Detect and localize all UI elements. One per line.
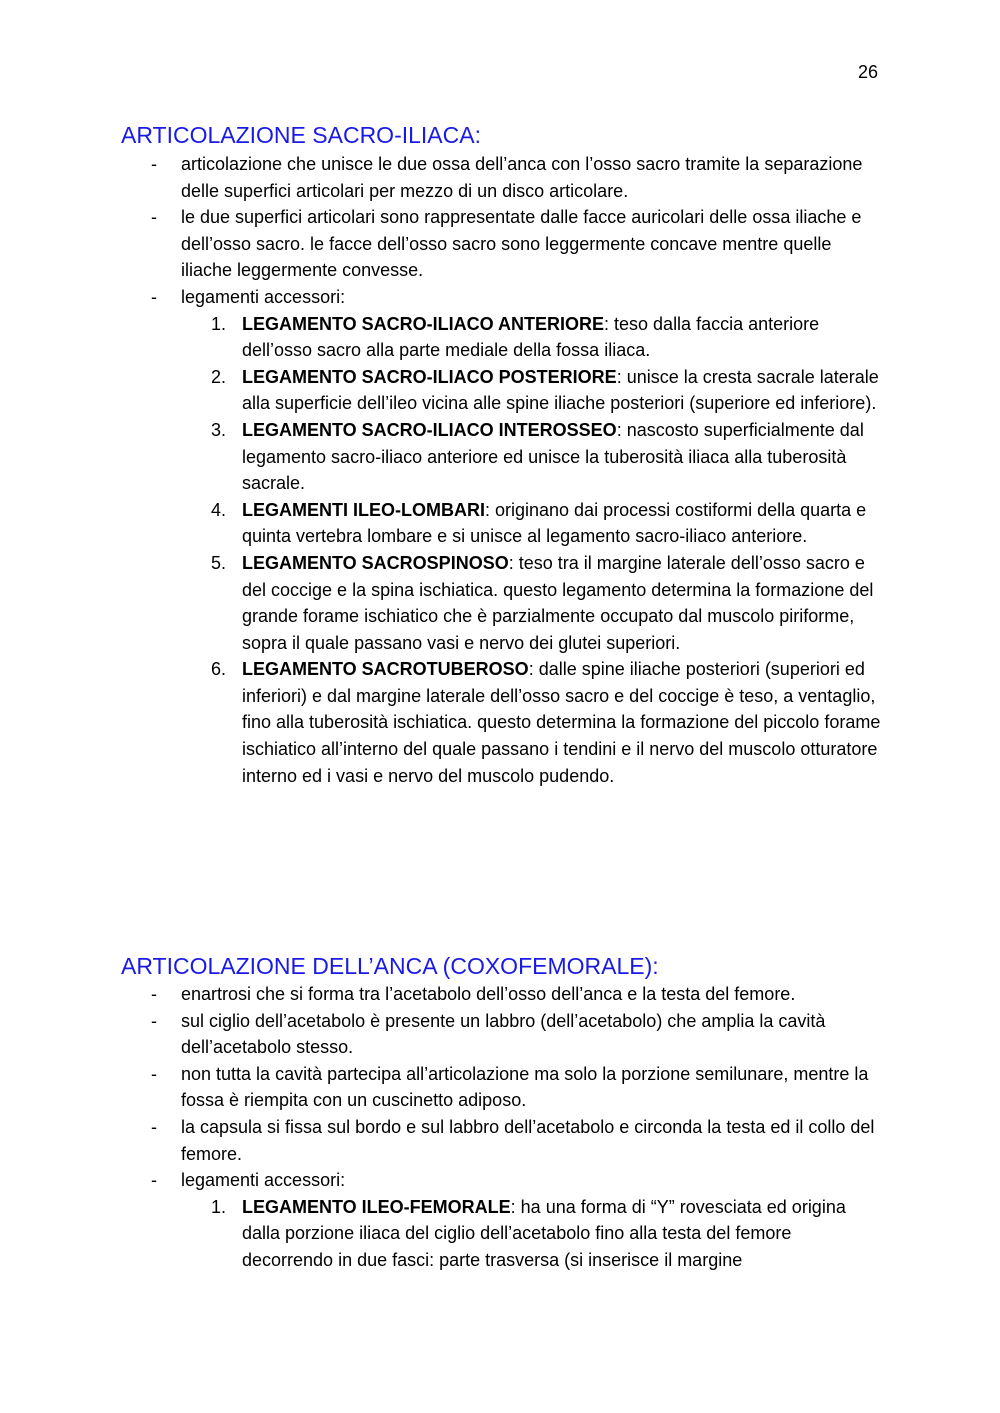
ligament-description: : ha una forma di “Y” rovesciata ed origina dalla porzione iliaca del ciglio dell’acetabolo fino alla testa del femore decorrendo in due fasci: parte trasversa (si inserisce il margine: [242, 1196, 846, 1270]
ligament-item: [181, 550, 886, 656]
section-heading-sacro-iliaca: ARTICOLAZIONE SACRO-ILIACA:: [121, 122, 481, 148]
list-item: [121, 204, 886, 284]
ligament-item: [181, 311, 886, 364]
bullet-text: le due superfici articolari sono rappresentate dalle facce auricolari delle ossa iliache e dell’osso sacro. le facce dell’osso sacro sono leggermente concave mentre quelle iliache leggermente convesse.: [181, 207, 862, 281]
list-item: [121, 151, 886, 204]
ligament-description: : dalle spine iliache posteriori (superiori ed inferiori) e dal margine laterale dell’osso sacro e del coccige è teso, a ventaglio, fino alla tuberosità ischiatica. questo determina la formazione del piccolo forame ischiatico all’interno del quale passano i tendini e il nervo del muscolo otturatore interno ed i vasi e nervo del muscolo pudendo.: [242, 659, 881, 786]
ligament-description: : unisce la cresta sacrale laterale alla superficie dell’ileo vicina alle spine iliache posteriori (superiore ed inferiore).: [242, 366, 879, 414]
ligament-item: [181, 656, 886, 789]
ligament-name: LEGAMENTO SACROTUBEROSO: [242, 659, 529, 680]
list-item: [121, 1114, 886, 1167]
bullet-marker: -: [151, 1170, 157, 1191]
section-heading-anca: ARTICOLAZIONE DELL’ANCA (COXOFEMORALE):: [121, 953, 659, 979]
item-number: 2.: [211, 366, 227, 387]
ligament-description: : teso tra il margine laterale dell’osso sacro e del coccige e la spina ischiatica. questo legamento determina la formazione del grande forame ischiatico che è parzialmente occupato dal muscolo piriforme, sopra il quale passano vasi e nervo dei glutei superiori.: [242, 552, 874, 653]
bullet-list-sacro-iliaca: [121, 151, 886, 789]
item-number: 1.: [211, 313, 227, 334]
bullet-text: legamenti accessori:: [181, 286, 346, 307]
bullet-marker: -: [151, 207, 157, 228]
item-number: 1.: [211, 1196, 227, 1217]
bullet-marker: -: [151, 1063, 157, 1084]
bullet-marker: -: [151, 1010, 157, 1031]
ligament-item: [181, 417, 886, 497]
ligament-description: : nascosto superficialmente dal legamento sacro-iliaco anteriore ed unisce la tuberosità iliaca alla tuberosità sacrale.: [242, 419, 864, 494]
ligament-name: LEGAMENTO SACROSPINOSO: [242, 552, 509, 573]
list-item: [121, 1061, 886, 1114]
bullet-text: enartrosi che si forma tra l’acetabolo dell’osso dell’anca e la testa del femore.: [181, 984, 796, 1004]
list-item: [121, 981, 886, 1008]
ligament-name: LEGAMENTO SACRO-ILIACO ANTERIORE: [242, 313, 605, 334]
ligament-item: [181, 497, 886, 550]
bullet-marker: -: [151, 984, 157, 1004]
bullet-text: la capsula si fissa sul bordo e sul labbro dell’acetabolo e circonda la testa ed il collo del femore.: [181, 1116, 875, 1164]
bullet-text: legamenti accessori:: [181, 1170, 346, 1191]
bullet-text: non tutta la cavità partecipa all’articolazione ma solo la porzione semilunare, mentre la fossa è riempita con un cuscinetto adiposo.: [181, 1063, 869, 1111]
ligament-list: [181, 1194, 886, 1274]
list-item: [121, 284, 886, 789]
ligament-name: LEGAMENTI ILEO-LOMBARI: [242, 499, 485, 520]
item-number: 3.: [211, 419, 227, 440]
bullet-text: articolazione che unisce le due ossa dell’anca con l’osso sacro tramite la separazione delle superfici articolari per mezzo di un disco articolare.: [181, 154, 863, 201]
ligament-name: LEGAMENTO SACRO-ILIACO INTEROSSEO: [242, 419, 617, 440]
list-item: [121, 1167, 886, 1273]
bullet-marker: -: [151, 154, 157, 174]
ligament-description: : teso dalla faccia anteriore dell’osso sacro alla parte mediale della fossa iliaca.: [242, 313, 820, 361]
list-item: [121, 1008, 886, 1061]
ligament-name: LEGAMENTO ILEO-FEMORALE: [242, 1196, 511, 1217]
ligament-item: [181, 364, 886, 417]
item-number: 6.: [211, 659, 227, 680]
ligament-name: LEGAMENTO SACRO-ILIACO POSTERIORE: [242, 366, 617, 387]
bullet-list-anca: [121, 981, 886, 1274]
ligament-description: : originano dai processi costiformi della quarta e quinta vertebra lombare e si unisce al legamento sacro-iliaco anteriore.: [242, 499, 867, 547]
bullet-text: sul ciglio dell’acetabolo è presente un labbro (dell’acetabolo) che amplia la cavità dell’acetabolo stesso.: [181, 1010, 826, 1058]
ligament-list: [181, 311, 886, 790]
bullet-marker: -: [151, 1116, 157, 1137]
item-number: 5.: [211, 552, 227, 573]
bullet-marker: -: [151, 286, 157, 307]
page-number: 26: [857, 62, 878, 82]
item-number: 4.: [211, 499, 227, 520]
ligament-item: [181, 1194, 886, 1274]
